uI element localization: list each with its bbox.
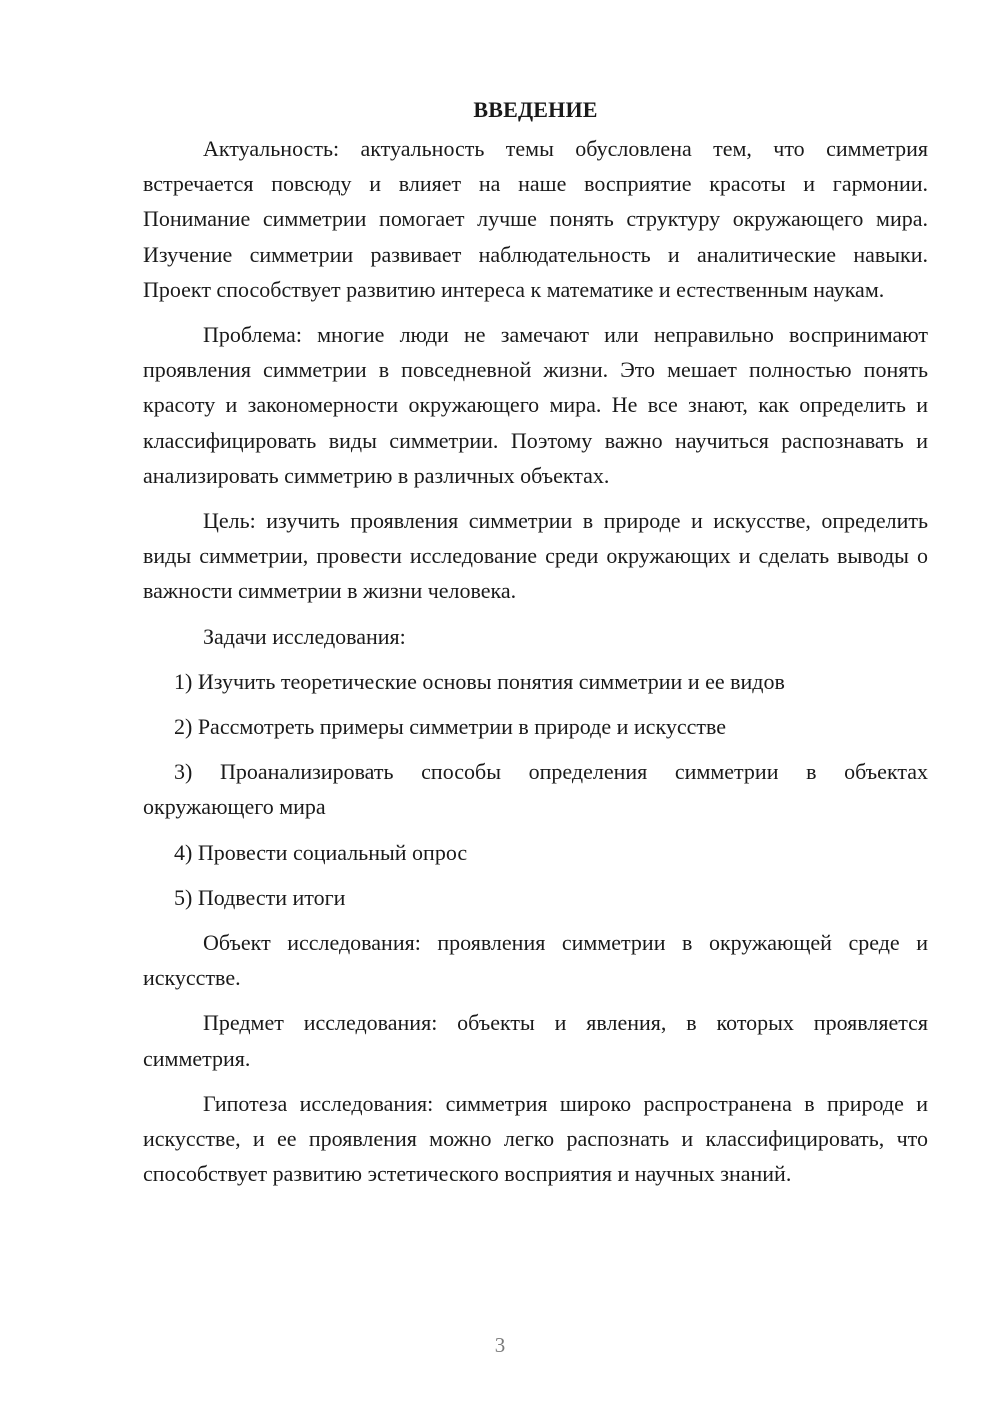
hypothesis-paragraph: Гипотеза исследования: симметрия широко распространена в природе и искусстве, и ее проявления можно легко распознать и классифицировать, что способствует развитию эстетического восприятия и научных знаний. [143,1090,928,1187]
page-title: ВВЕДЕНИЕ [473,97,598,122]
task-item: 3) Проанализировать способы определения симметрии в объектах окружающего мира [143,759,928,820]
tasks-heading: Задачи исследования: [203,623,406,649]
object-paragraph: Объект исследования: проявления симметрии в окружающей среде и искусстве. [143,930,928,991]
task-item: 5) Подвести итоги [174,884,346,910]
task-item: 1) Изучить теоретические основы понятия симметрии и ее видов [174,668,785,694]
task-item: 2) Рассмотреть примеры симметрии в природе и искусстве [174,714,726,740]
goal-paragraph: Цель: изучить проявления симметрии в природе и искусстве, определить виды симметрии, провести исследование среди окружающих и сделать выводы о важности симметрии в жизни человека. [143,508,928,604]
subject-paragraph: Предмет исследования: объекты и явления, в которых проявляется симметрия. [143,1010,928,1071]
page-number: 3 [494,1333,506,1357]
task-item: 4) Провести социальный опрос [174,839,468,865]
problem-paragraph: Проблема: многие люди не замечают или неправильно воспринимают проявления симметрии в повседневной жизни. Это мешает полностью понять красоту и закономерности окружающего мира. Не все знают, как определить и классифицировать виды симметрии. Поэтому важно научиться распознавать и анализировать симметрию в различных объектах. [143,322,928,488]
relevance-paragraph: Актуальность: актуальность темы обусловлена тем, что симметрия встречается повсюду и влияет на наше восприятие красоты и гармонии. Понимание симметрии помогает лучше понять структуру окружающего мира. Изучение симметрии развивает наблюдательность и аналитические навыки. Проект способствует развитию интереса к математике и естественным наукам. [143,136,928,302]
document-page [143,92,928,1201]
